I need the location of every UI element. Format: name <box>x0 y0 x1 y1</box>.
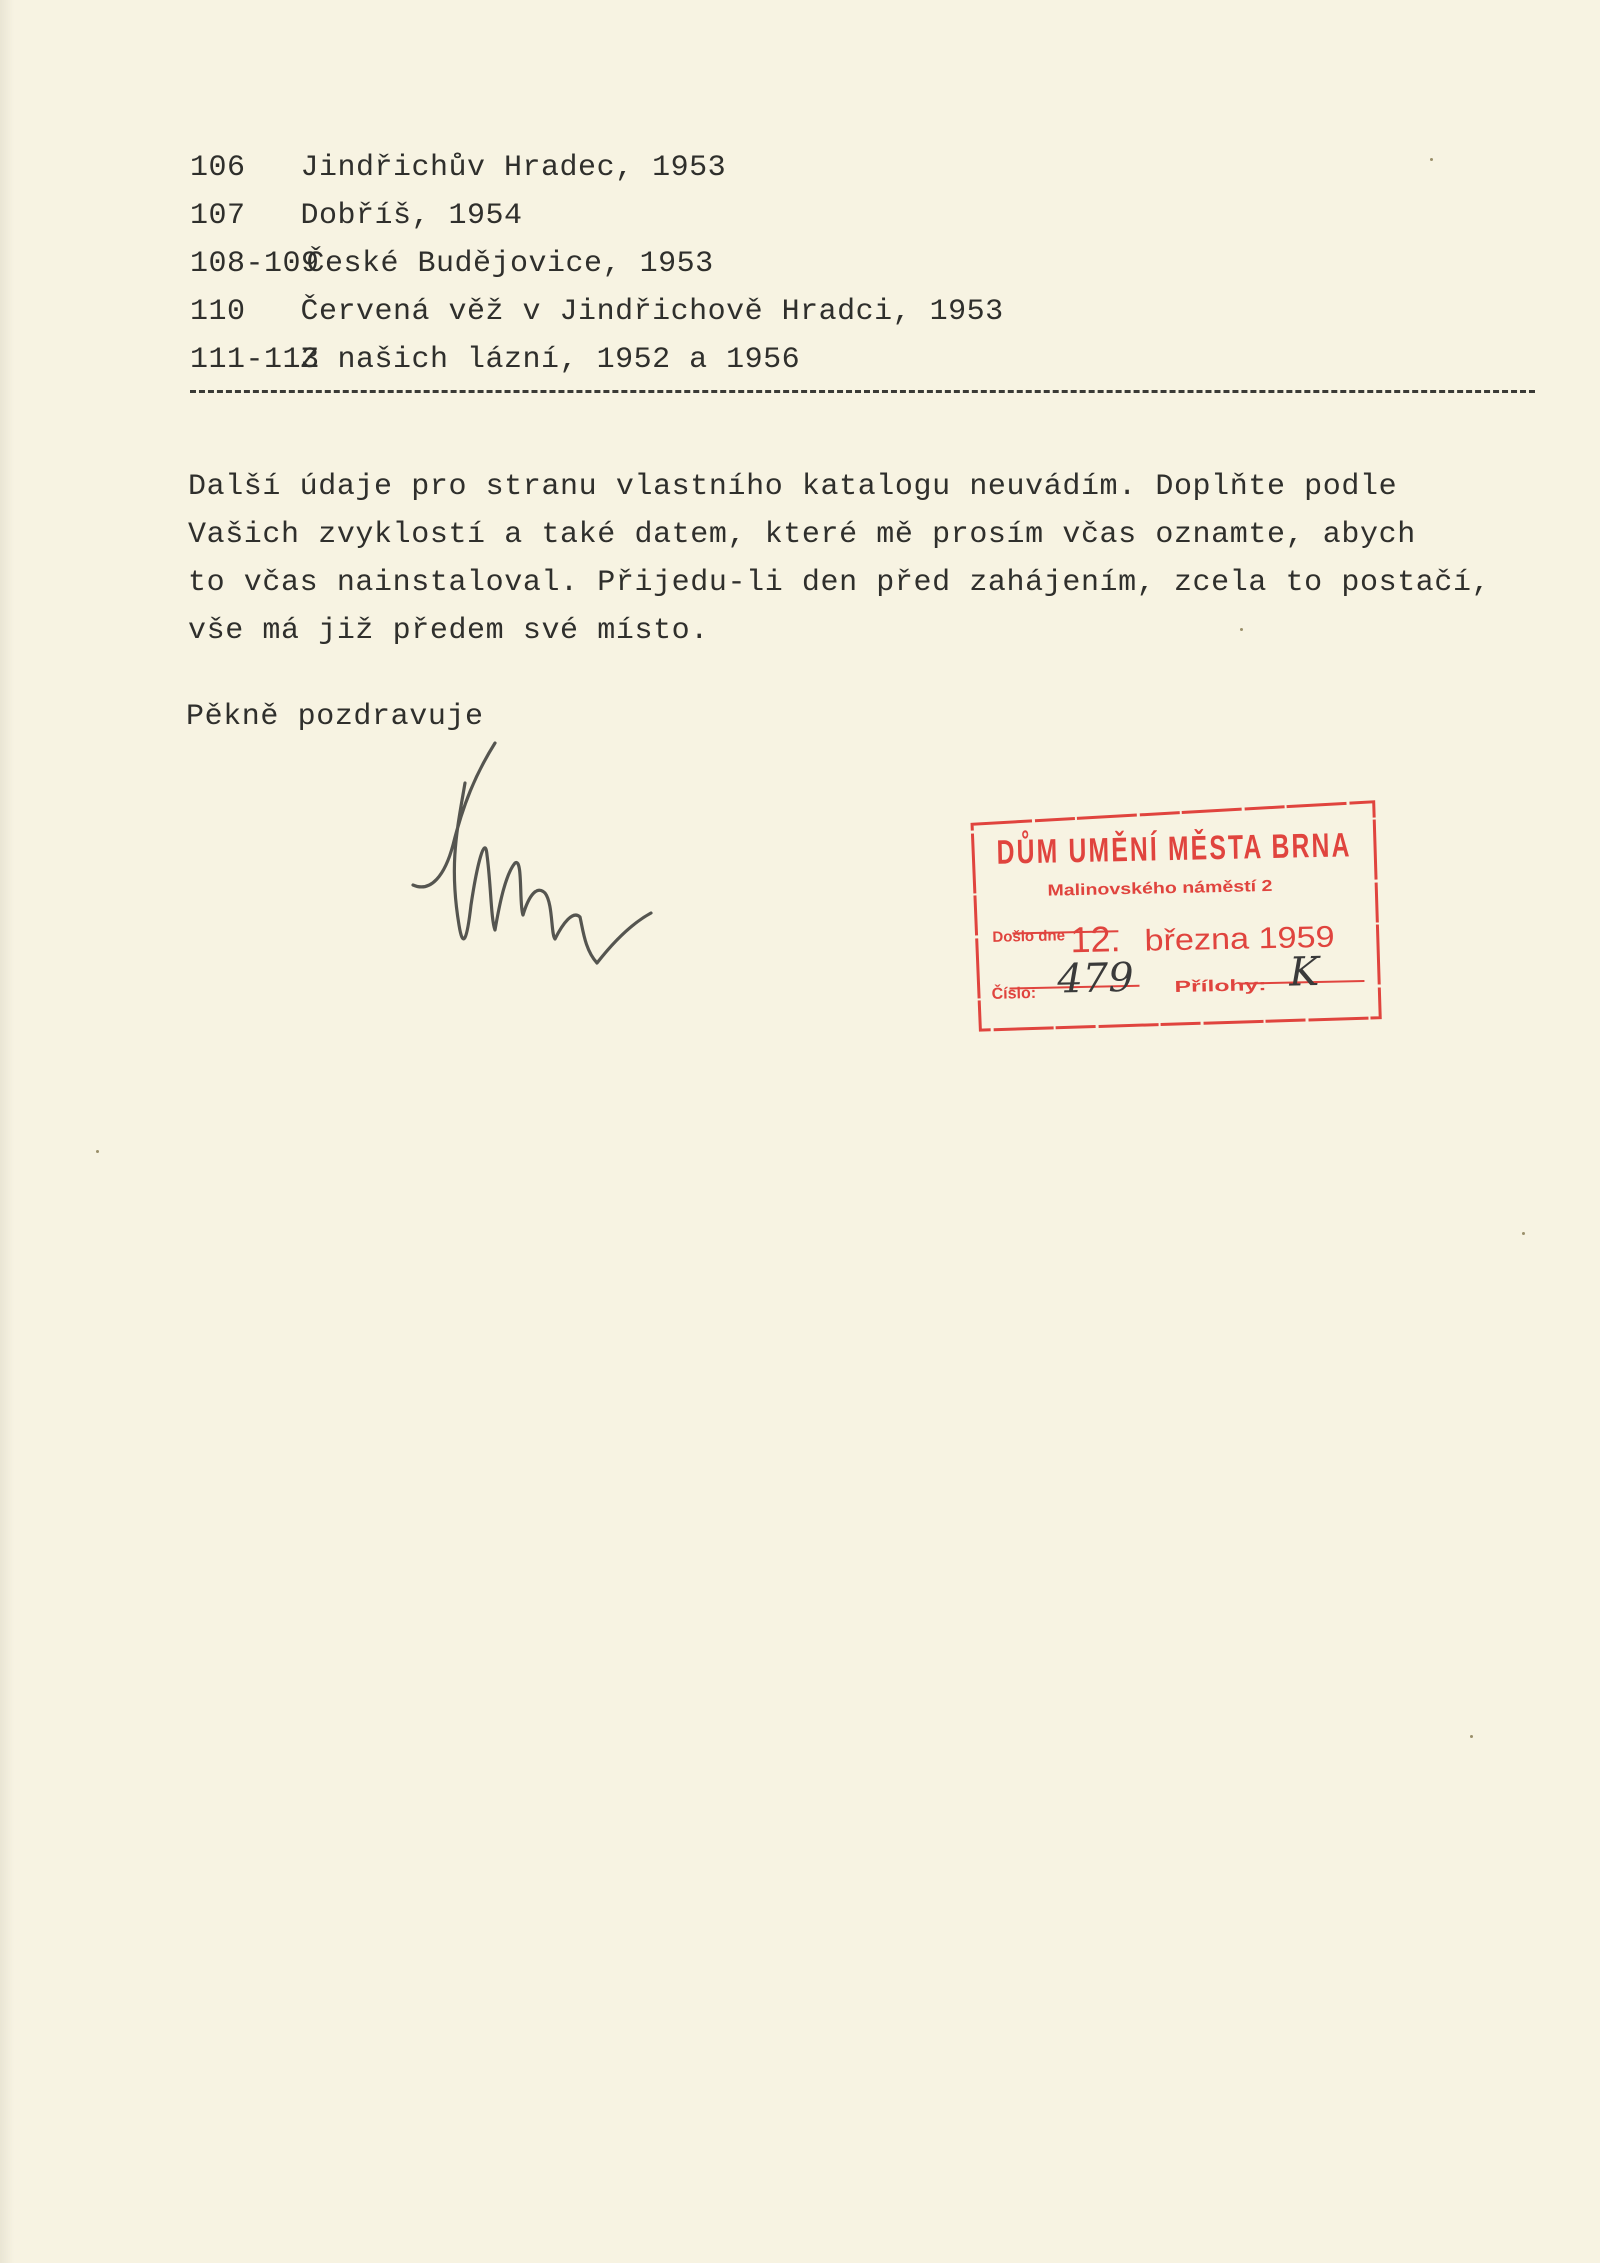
stamp-number-handwritten: 479 <box>1056 954 1135 1003</box>
stamp-initials-handwritten: K <box>1288 948 1320 996</box>
body-line: vše má již předem své místo. <box>188 614 709 648</box>
listing-title: Dobříš, 1954 <box>300 199 523 233</box>
listing-row <box>190 196 1004 244</box>
listing-number: 110 <box>190 295 246 329</box>
dashed-divider <box>190 390 1535 393</box>
listing-title: České Budějovice, 1953 <box>306 247 714 281</box>
listing-title: Z našich lázní, 1952 a 1956 <box>300 343 801 377</box>
listing-row <box>190 292 1004 340</box>
stamp-address: Malinovského náměstí 2 <box>1047 878 1232 900</box>
listing-number: 111-113 <box>190 343 320 377</box>
greeting: Pěkně pozdravuje <box>186 700 484 734</box>
listing-title: Jindřichův Hradec, 1953 <box>300 151 727 185</box>
signature-scribble <box>405 735 675 1015</box>
listing-number: 107 <box>190 199 246 233</box>
paper-speck <box>1240 628 1243 631</box>
letter-body <box>188 467 1558 659</box>
stamp-title: DŮM UMĚNÍ MĚSTA BRNA <box>996 823 1486 872</box>
stamp-received-day: 12. <box>1070 918 1121 961</box>
stamp-received-label: Došlo dne <box>992 927 1066 946</box>
received-stamp <box>966 796 1486 1033</box>
listing-number: 108-109 <box>190 247 320 281</box>
paper-speck <box>1522 1232 1525 1235</box>
body-line: to včas nainstaloval. Přijedu-li den před zahájením, zcela to postačí, <box>188 566 1491 600</box>
stamp-handler-label: Přílohy: <box>1174 977 1235 997</box>
stamp-number-label: Číslo: <box>991 984 1037 1003</box>
listing-row <box>190 244 1004 292</box>
stamp-received-date: března 1959 <box>1144 921 1312 958</box>
paper-edge <box>0 0 14 2263</box>
paper-speck <box>1470 1735 1473 1738</box>
body-line: Další údaje pro stranu vlastního katalogu neuvádím. Doplňte podle <box>188 470 1398 504</box>
listing-number: 106 <box>190 151 246 185</box>
body-line: Vašich zvyklostí a také datem, které mě prosím včas oznamte, abych <box>188 518 1416 552</box>
listing-title: Červená věž v Jindřichově Hradci, 1953 <box>300 295 1004 329</box>
listing-row <box>190 340 1004 388</box>
paper-speck <box>96 1150 99 1153</box>
listing-row <box>190 148 1004 196</box>
paper-speck <box>1430 158 1433 161</box>
work-listing <box>190 148 1004 388</box>
